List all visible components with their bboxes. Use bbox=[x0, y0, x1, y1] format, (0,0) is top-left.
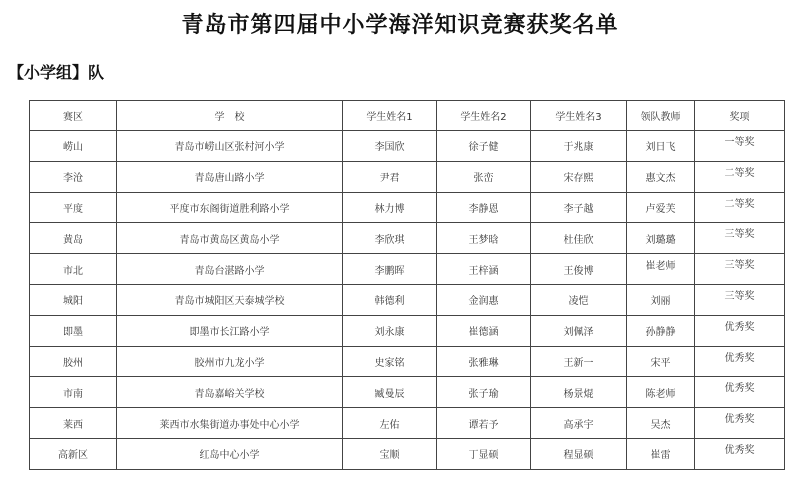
table-row bbox=[30, 284, 785, 315]
student-3-cell: 杨景焜 bbox=[531, 377, 627, 408]
header-student-1: 学生姓名1 bbox=[343, 101, 437, 131]
student-1-cell: 臧曼辰 bbox=[343, 377, 437, 408]
student-2-cell: 徐子健 bbox=[437, 131, 531, 162]
student-1-cell: 李鹏晖 bbox=[343, 254, 437, 285]
award-cell: 三等奖 bbox=[695, 284, 785, 315]
student-2-cell: 张子瑜 bbox=[437, 377, 531, 408]
award-cell: 优秀奖 bbox=[695, 408, 785, 439]
advisor-cell: 孙静静 bbox=[627, 315, 695, 346]
table-row bbox=[30, 192, 785, 223]
advisor-cell: 卢爱芙 bbox=[627, 192, 695, 223]
district-cell: 高新区 bbox=[30, 438, 117, 469]
student-3-cell: 凌恺 bbox=[531, 284, 627, 315]
award-cell: 三等奖 bbox=[695, 223, 785, 254]
award-cell: 一等奖 bbox=[695, 131, 785, 162]
header-school: 学 校 bbox=[117, 101, 343, 131]
student-1-cell: 左佑 bbox=[343, 408, 437, 439]
header-advisor: 领队教师 bbox=[627, 101, 695, 131]
student-3-cell: 刘佩泽 bbox=[531, 315, 627, 346]
table-row bbox=[30, 408, 785, 439]
school-cell: 平度市东阁街道胜利路小学 bbox=[117, 192, 343, 223]
student-3-cell: 于兆康 bbox=[531, 131, 627, 162]
advisor-cell: 宋平 bbox=[627, 346, 695, 377]
header-student-2: 学生姓名2 bbox=[437, 101, 531, 131]
district-cell: 莱西 bbox=[30, 408, 117, 439]
student-2-cell: 王梦晗 bbox=[437, 223, 531, 254]
advisor-cell: 吴杰 bbox=[627, 408, 695, 439]
advisor-cell: 惠文杰 bbox=[627, 161, 695, 192]
header-award: 奖项 bbox=[695, 101, 785, 131]
student-2-cell: 金润惠 bbox=[437, 284, 531, 315]
school-cell: 青岛台湛路小学 bbox=[117, 254, 343, 285]
district-cell: 崂山 bbox=[30, 131, 117, 162]
student-1-cell: 刘永康 bbox=[343, 315, 437, 346]
school-cell: 青岛市崂山区张村河小学 bbox=[117, 131, 343, 162]
student-2-cell: 丁显硕 bbox=[437, 438, 531, 469]
district-cell: 城阳 bbox=[30, 284, 117, 315]
advisor-cell: 刘日飞 bbox=[627, 131, 695, 162]
school-cell: 莱西市水集街道办事处中心小学 bbox=[117, 408, 343, 439]
student-2-cell: 张峦 bbox=[437, 161, 531, 192]
award-cell: 二等奖 bbox=[695, 161, 785, 192]
district-cell: 黄岛 bbox=[30, 223, 117, 254]
student-2-cell: 李静恩 bbox=[437, 192, 531, 223]
table-row bbox=[30, 161, 785, 192]
table-header-row bbox=[30, 101, 785, 131]
award-cell: 优秀奖 bbox=[695, 438, 785, 469]
table-row bbox=[30, 254, 785, 285]
award-cell: 优秀奖 bbox=[695, 315, 785, 346]
school-cell: 即墨市长江路小学 bbox=[117, 315, 343, 346]
table-row bbox=[30, 223, 785, 254]
district-cell: 胶州 bbox=[30, 346, 117, 377]
school-cell: 青岛市黄岛区黄岛小学 bbox=[117, 223, 343, 254]
student-1-cell: 李国欣 bbox=[343, 131, 437, 162]
student-3-cell: 高承宇 bbox=[531, 408, 627, 439]
header-student-3: 学生姓名3 bbox=[531, 101, 627, 131]
school-cell: 青岛市城阳区天泰城学校 bbox=[117, 284, 343, 315]
student-1-cell: 宝顺 bbox=[343, 438, 437, 469]
district-cell: 市南 bbox=[30, 377, 117, 408]
award-cell: 二等奖 bbox=[695, 192, 785, 223]
school-cell: 胶州市九龙小学 bbox=[117, 346, 343, 377]
student-3-cell: 王俊博 bbox=[531, 254, 627, 285]
student-1-cell: 林力博 bbox=[343, 192, 437, 223]
award-cell: 优秀奖 bbox=[695, 377, 785, 408]
student-1-cell: 史家铭 bbox=[343, 346, 437, 377]
group-heading: 【小学组】队 bbox=[8, 63, 105, 82]
table-row bbox=[30, 377, 785, 408]
school-cell: 红岛中心小学 bbox=[117, 438, 343, 469]
district-cell: 市北 bbox=[30, 254, 117, 285]
student-1-cell: 尹君 bbox=[343, 161, 437, 192]
student-3-cell: 宋存熙 bbox=[531, 161, 627, 192]
table-row bbox=[30, 315, 785, 346]
document-title: 青岛市第四届中小学海洋知识竞赛获奖名单 bbox=[181, 13, 619, 38]
award-cell: 三等奖 bbox=[695, 254, 785, 285]
district-cell: 平度 bbox=[30, 192, 117, 223]
student-1-cell: 韩德利 bbox=[343, 284, 437, 315]
award-cell: 优秀奖 bbox=[695, 346, 785, 377]
student-2-cell: 王梓涵 bbox=[437, 254, 531, 285]
student-3-cell: 王新一 bbox=[531, 346, 627, 377]
advisor-cell: 刘丽 bbox=[627, 284, 695, 315]
student-3-cell: 李子越 bbox=[531, 192, 627, 223]
advisor-cell: 陈老师 bbox=[627, 377, 695, 408]
student-3-cell: 杜佳欣 bbox=[531, 223, 627, 254]
student-1-cell: 李欣琪 bbox=[343, 223, 437, 254]
district-cell: 即墨 bbox=[30, 315, 117, 346]
award-table bbox=[29, 100, 785, 470]
table-row bbox=[30, 438, 785, 469]
student-2-cell: 张雅琳 bbox=[437, 346, 531, 377]
student-2-cell: 崔德涵 bbox=[437, 315, 531, 346]
advisor-cell: 崔雷 bbox=[627, 438, 695, 469]
school-cell: 青岛唐山路小学 bbox=[117, 161, 343, 192]
header-district: 赛区 bbox=[30, 101, 117, 131]
table-row bbox=[30, 346, 785, 377]
district-cell: 李沧 bbox=[30, 161, 117, 192]
student-3-cell: 程显硕 bbox=[531, 438, 627, 469]
table-row bbox=[30, 131, 785, 162]
student-2-cell: 谭若予 bbox=[437, 408, 531, 439]
school-cell: 青岛嘉峪关学校 bbox=[117, 377, 343, 408]
advisor-cell: 刘璐璐 bbox=[627, 223, 695, 254]
advisor-cell: 崔老师 bbox=[627, 254, 695, 285]
